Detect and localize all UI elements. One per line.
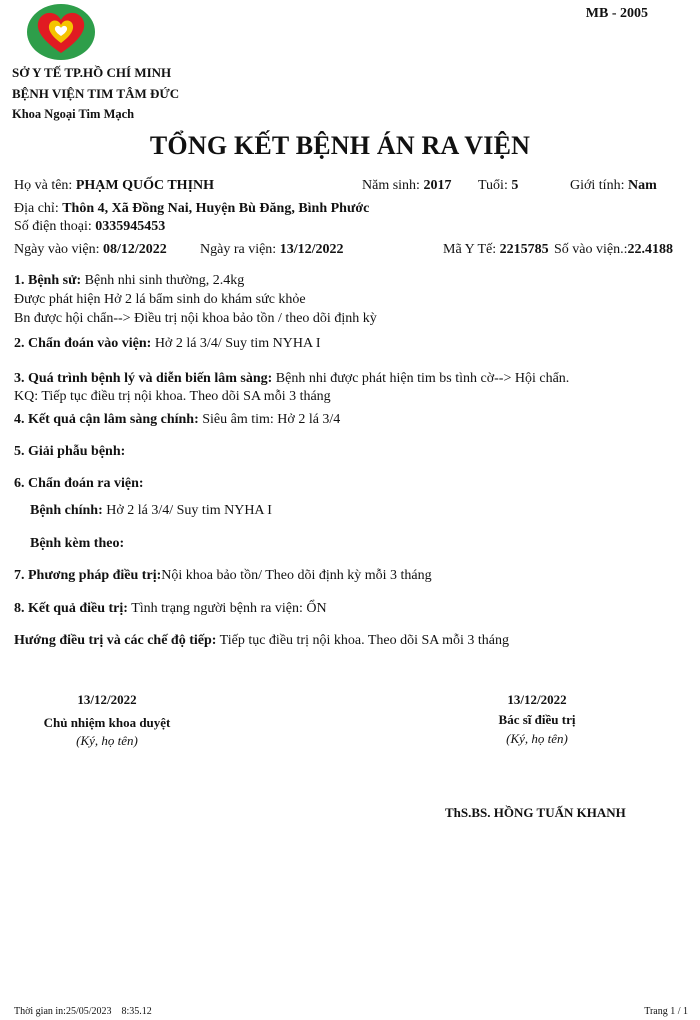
birth-year-label: Năm sinh: (362, 178, 420, 193)
name-label: Họ và tên: (14, 178, 73, 193)
history-line-2: Được phát hiện Hở 2 lá bẩm sinh do khám sức khỏe (14, 292, 306, 307)
result-label: 8. Kết quả điều trị: (14, 601, 128, 616)
page-number: Trang 1 / 1 (644, 1006, 688, 1017)
followup-text: Tiếp tục điều trị nội khoa. Theo dõi SA mỗi 3 tháng (216, 633, 509, 648)
discharge-row (200, 242, 343, 258)
record-no-label: Số vào viện.: (554, 242, 628, 257)
course-line-2: KQ: Tiếp tục điều trị nội khoa. Theo dõi SA mỗi 3 tháng (14, 389, 331, 404)
discharge-date: 13/12/2022 (279, 242, 344, 257)
patient-name-row (14, 178, 214, 194)
course-label: 3. Quá trình bệnh lý và diễn biến lâm sàng: (14, 371, 273, 386)
doctor-name: ThS.BS. HỒNG TUẤN KHANH (445, 805, 626, 820)
birth-year: 2017 (423, 178, 452, 193)
phone-value: 0335945453 (95, 219, 166, 234)
address-value: Thôn 4, Xã Đồng Nai, Huyện Bù Đăng, Bình Phước (62, 201, 370, 216)
history-row (14, 273, 244, 289)
discharge-label: Ngày ra viện: (200, 242, 277, 257)
followup-row (14, 633, 509, 649)
ward-name: Khoa Ngoại Tim Mạch (12, 107, 135, 121)
admission-label: Ngày vào viện: (14, 242, 100, 257)
discharge-diagnosis-label: 6. Chẩn đoán ra viện: (14, 476, 144, 491)
result-row (14, 601, 327, 617)
labs-label: 4. Kết quả cận lâm sàng chính: (14, 412, 199, 427)
phone-row (14, 219, 165, 235)
phone-label: Số điện thoại: (14, 219, 92, 234)
main-dx-label: Bệnh chính: (30, 503, 103, 518)
history-label: 1. Bệnh sử: (14, 273, 82, 288)
course-text: Bệnh nhi được phát hiện tim bs tình cờ--> Hội chẩn. (272, 371, 570, 386)
heart-logo-icon (26, 3, 96, 61)
history-text: Bệnh nhi sinh thường, 2.4kg (81, 273, 245, 288)
medical-id: 2215785 (499, 242, 549, 257)
left-sign-title: Chủ nhiệm khoa duyệt (43, 715, 171, 730)
admission-date: 08/12/2022 (103, 242, 167, 257)
patient-name: PHẠM QUỐC THỊNH (75, 178, 215, 193)
address-row (14, 201, 369, 217)
treatment-row (14, 568, 432, 584)
form-code: MB - 2005 (585, 6, 648, 21)
left-sign-note: (Ký, họ tên) (76, 733, 138, 748)
birth-year-row (362, 178, 451, 194)
treatment-text: Nội khoa bảo tồn/ Theo dõi định kỳ mỗi 3 tháng (161, 568, 432, 583)
admission-row (14, 242, 167, 258)
gender-value: Nam (627, 178, 657, 193)
age-value: 5 (511, 178, 519, 193)
right-sign-date: 13/12/2022 (507, 692, 567, 707)
age-label: Tuổi: (478, 178, 508, 193)
treatment-label: 7. Phương pháp điều trị: (14, 568, 162, 583)
department-of-health: SỞ Y TẾ TP.HỒ CHÍ MINH (12, 65, 172, 80)
record-no-row (554, 242, 700, 258)
page-title: TỔNG KẾT BỆNH ÁN RA VIỆN (149, 131, 531, 160)
main-dx-text: Hở 2 lá 3/4/ Suy tim NYHA I (102, 503, 272, 518)
address-label: Địa chỉ: (14, 201, 59, 216)
main-diagnosis-row (30, 503, 272, 519)
medical-id-row (443, 242, 549, 258)
admit-diagnosis-row (14, 336, 321, 352)
print-time: Thời gian in:25/05/2023 8:35.12 (14, 1006, 152, 1017)
clinical-course-row (14, 371, 569, 387)
history-line-3: Bn được hội chẩn--> Điều trị nội khoa bảo tồn / theo dõi định kỳ (14, 311, 377, 326)
record-no: 22.4188 (627, 242, 673, 257)
left-sign-date: 13/12/2022 (77, 692, 137, 707)
pathology-label: 5. Giải phẫu bệnh: (14, 444, 126, 459)
hospital-name: BỆNH VIỆN TIM TÂM ĐỨC (12, 86, 180, 101)
gender-row (570, 178, 657, 194)
age-row (478, 178, 518, 194)
admit-dx-label: 2. Chẩn đoán vào viện: (14, 336, 152, 351)
medical-id-label: Mã Y Tế: (443, 242, 497, 257)
labs-row (14, 412, 340, 428)
comorbid-label: Bệnh kèm theo: (30, 536, 125, 551)
gender-label: Giới tính: (570, 178, 625, 193)
hospital-logo-icon (26, 3, 96, 61)
labs-text: Siêu âm tim: Hở 2 lá 3/4 (198, 412, 341, 427)
result-text: Tình trạng người bệnh ra viện: ỔN (127, 601, 327, 616)
followup-label: Hướng điều trị và các chế độ tiếp: (14, 633, 217, 648)
right-sign-note: (Ký, họ tên) (506, 731, 568, 746)
right-sign-title: Bác sĩ điều trị (498, 712, 576, 727)
admit-dx-text: Hở 2 lá 3/4/ Suy tim NYHA I (151, 336, 321, 351)
